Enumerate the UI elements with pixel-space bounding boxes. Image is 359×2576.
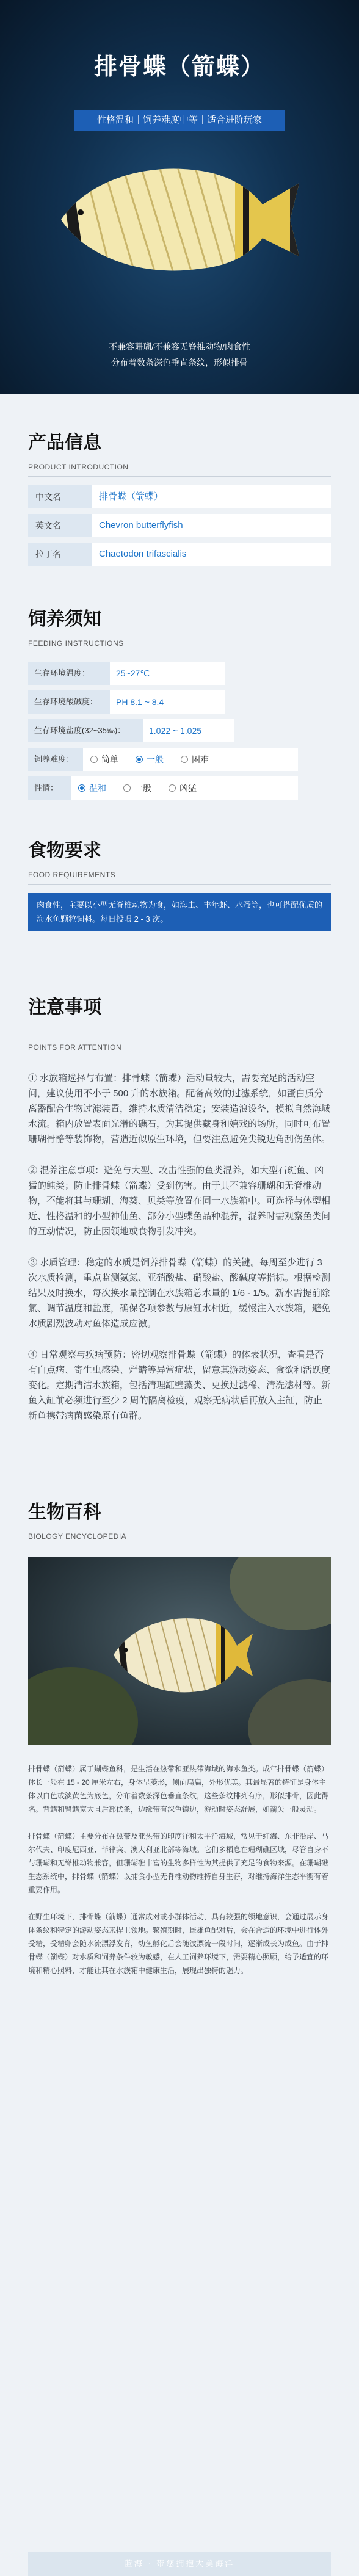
temper-option-normal[interactable] <box>123 782 151 794</box>
coral-shape <box>248 1679 331 1745</box>
feeding-value: 1.022 ~ 1.025 <box>143 719 234 742</box>
fish-photo-fish <box>107 1606 254 1698</box>
info-row-chinese-name <box>28 485 331 508</box>
feeding-label: 生存环境盐度(32~35‰)： <box>28 719 143 742</box>
feeding-label: 生存环境温度： <box>28 662 110 685</box>
feeding-row-ph <box>28 690 331 714</box>
temper-option-aggressive[interactable] <box>169 782 197 794</box>
feeding-label: 生存环境酸碱度： <box>28 690 110 714</box>
encyclopedia-paragraph-1: 排骨蝶（箭蝶）属于蝴蝶鱼科，是生活在热带和亚热带海域的海水鱼类。成年排骨蝶（箭蝶）体长一般在 15 - 20 厘米左右，身体呈菱形，侧面扁扁，外形优美。其最显著的特征是身体主体以白色或淡黄色为底色，分布着数条深色垂直条纹，这些条纹排列有序，形似排骨，因此得名。背鳍和臀鳍宽大且后部伏条，边缘带有深色镶边，游动时姿态舒展，如箭矢一般灵动。 <box>28 1765 329 1814</box>
product-info-title: 产品信息 <box>28 433 101 453</box>
hero-fish-image <box>49 147 311 287</box>
feeding-value: 25~27℃ <box>110 662 225 685</box>
feeding-value: PH 8.1 ~ 8.4 <box>110 690 225 714</box>
footer-banner: 蓝海 · 带您拥抱大美海洋 <box>28 2552 331 2576</box>
feeding-row-temper <box>28 776 331 800</box>
option-label: 一般 <box>134 783 151 793</box>
hero-banner <box>0 0 359 394</box>
radio-circle-icon <box>181 756 188 763</box>
attention-paragraph-4: ④ 日常观察与疾病预防：密切观察排骨蝶（箭蝶）的体表状况，查看是否有白点病、寄生虫感染、烂鳍等异常症状，留意其游动姿态、食欲和活跃度变化。定期清洁水族箱，包括清理缸壁藻类、更换过滤棉、清洗滤材等。新鱼入缸前必须进行至少 2 周的隔离检疫，观察无病状后再放入主缸，防止新鱼携带病菌感染原有鱼群。 <box>28 1350 331 1421</box>
encyclopedia-section <box>0 1497 359 1977</box>
fish-photo <box>28 1557 331 1745</box>
hero-title: 排骨蝶（箭蝶） <box>93 54 265 80</box>
feeding-row-difficulty <box>28 748 331 771</box>
product-info-rows <box>28 485 331 566</box>
info-label: 中文名 <box>28 485 92 508</box>
radio-selected-icon <box>78 784 85 792</box>
feeding-title: 饲养须知 <box>28 609 101 629</box>
encyclopedia-paragraph-3: 在野生环境下，排骨蝶（箭蝶）通常成对或小群体活动，具有较强的领地意识，会通过展示身体条纹和特定的游动姿态来捍卫领地。繁殖期时，雌雄鱼配对后，会在合适的环境中进行体外受精，受精卵会随水流漂浮发育，幼鱼孵化后会随波漂流一段时间，逐渐成长为成鱼。由于排骨蝶（箭蝶）对水质和饲养条件较为敏感，在人工饲养环境下，需要精心照顾，给予适宜的环境和精心照料，才能让其在水族箱中健康生活，展现出独特的魅力。 <box>28 1912 329 1975</box>
hero-subtitle: 性格温和｜饲养难度中等｜适合进阶玩家 <box>74 110 285 131</box>
temper-options <box>71 776 298 800</box>
food-en-title: FOOD REQUIREMENTS <box>28 870 116 879</box>
attention-en-title: POINTS FOR ATTENTION <box>28 1043 122 1052</box>
product-info-en-title: PRODUCT INTRODUCTION <box>28 463 129 471</box>
option-label: 一般 <box>147 754 164 764</box>
encyclopedia-paragraph-2: 排骨蝶（箭蝶）主要分布在热带及亚热带的印度洋和太平洋海域，常见于红海、东非沿岸、马尔代夫、印度尼西亚、菲律宾、澳大利亚北部等海域。它们多栖息在珊瑚礁区域，尽管自身不与珊瑚和无脊椎动物兼容，但珊瑚礁丰富的生物多样性为其提供了充足的食物来源。在珊瑚礁生态系统中，排骨蝶（箭蝶）以捕食小型无脊椎动物维持自身生存，对维持海洋生态平衡有着重要作用。 <box>28 1832 329 1894</box>
radio-circle-icon <box>123 784 131 792</box>
info-value: 排骨蝶（箭蝶） <box>92 485 331 508</box>
radio-circle-icon <box>169 784 176 792</box>
encyclopedia-title: 生物百科 <box>28 1502 101 1522</box>
feeding-rows <box>28 662 331 800</box>
info-row-latin-name <box>28 543 331 566</box>
hero-desc-line2: 分布着数条深色垂直条纹，形似排骨 <box>111 358 248 367</box>
option-label: 困难 <box>192 754 209 764</box>
info-label: 英文名 <box>28 514 92 537</box>
feeding-row-salinity <box>28 719 331 742</box>
attention-paragraph-1: ① 水族箱选择与布置：排骨蝶（箭蝶）活动量较大，需要充足的活动空间，建议使用不小于 500 升的水族箱。配备高效的过滤系统，如蛋白质分离器配合生物过滤装置，维持水质清洁稳定；安装造浪设备，模拟自然海域水流。箱内放置表面光滑的礁石，为其提供藏身和嬉戏的场所，同时可布置珊瑚骨骼等装饰物，营造近似原生环境，但要注意避免尖锐边角刮伤鱼体。 <box>28 1073 331 1145</box>
hero-description <box>0 339 359 371</box>
temper-option-mild[interactable] <box>78 782 106 794</box>
attention-paragraph-3: ③ 水质管理：稳定的水质是饲养排骨蝶（箭蝶）的关键。每周至少进行 3 次水质检测，重点监测氨氮、亚硝酸盐、硝酸盐、酸碱度等指标。根据检测结果及时换水，每次换水量控制在水族箱总水量的 1/6 - 1/5。新水需提前除氯、调节温度和盐度，确保各项参数与原缸水相近，缓慢注入水族箱，避免水质剧烈波动对鱼体造成应激。 <box>28 1257 331 1329</box>
difficulty-option-medium[interactable] <box>136 753 164 765</box>
product-info-section <box>0 427 359 566</box>
feeding-en-title: FEEDING INSTRUCTIONS <box>28 639 124 648</box>
info-value: Chaetodon trifascialis <box>92 543 331 566</box>
feeding-section <box>0 604 359 800</box>
attention-paragraph-2: ② 混养注意事项：避免与大型、攻击性强的鱼类混养，如大型石斑鱼、凶猛的鲀类；防止排骨蝶（箭蝶）受到伤害。由于其不兼容珊瑚和无脊椎动物，不能将其与珊瑚、海葵、贝类等放置在同一水族箱中。可选择与体型相近、性格温和的小型神仙鱼、部分小型蝶鱼品种混养，混养时需观察鱼类间的互动情况，防止因领地或食物引发冲突。 <box>28 1165 331 1237</box>
encyclopedia-en-title: BIOLOGY ENCYCLOPEDIA <box>28 1532 127 1541</box>
difficulty-option-easy[interactable] <box>90 753 118 765</box>
info-value: Chevron butterflyfish <box>92 514 331 537</box>
difficulty-option-hard[interactable] <box>181 753 209 765</box>
option-label: 凶猛 <box>180 783 197 793</box>
attention-title: 注意事项 <box>28 997 101 1018</box>
option-label: 简单 <box>101 754 118 764</box>
divider <box>28 476 331 477</box>
feeding-label: 饲养难度： <box>28 748 83 771</box>
feeding-row-temperature <box>28 662 331 685</box>
option-label: 温和 <box>89 783 106 793</box>
food-description: 肉食性，主要以小型无脊椎动物为食，如海虫、丰年虾、水蚤等，也可搭配优质的海水鱼颗粒饲料。每日投喂 2 - 3 次。 <box>28 893 331 931</box>
divider <box>28 884 331 885</box>
info-label: 拉丁名 <box>28 543 92 566</box>
difficulty-options <box>83 748 298 771</box>
feeding-label: 性情： <box>28 776 71 800</box>
food-title: 食物要求 <box>28 841 101 861</box>
radio-selected-icon <box>136 756 143 763</box>
info-row-english-name <box>28 514 331 537</box>
radio-circle-icon <box>90 756 98 763</box>
hero-desc-line1: 不兼容珊瑚/不兼容无脊椎动物/肉食性 <box>109 342 250 352</box>
attention-section <box>0 992 359 1424</box>
food-section <box>0 835 359 931</box>
